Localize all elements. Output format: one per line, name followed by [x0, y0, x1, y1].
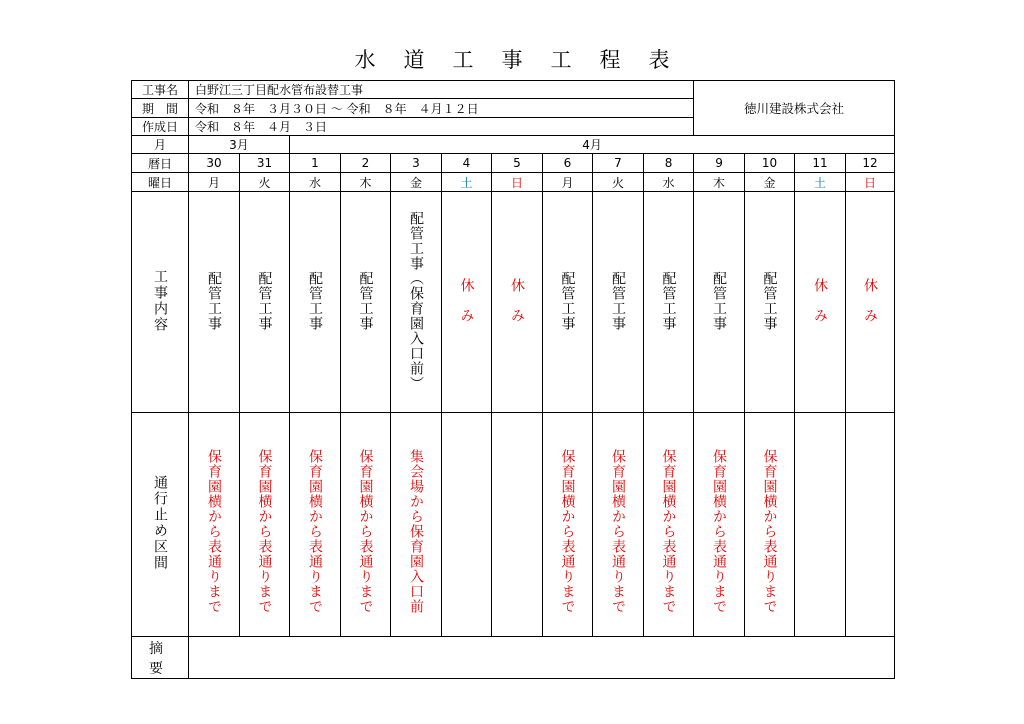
weekday-cell: 木	[341, 173, 391, 192]
weekday-cell: 水	[290, 173, 341, 192]
work-cell	[593, 192, 644, 413]
closure-label: 通行止め区間	[152, 475, 168, 571]
day-label: 暦日	[132, 154, 189, 173]
closure-cell	[644, 413, 694, 637]
closure-text: 保育園横から表通りまで	[761, 448, 778, 614]
work-cell	[644, 192, 694, 413]
schedule-table	[131, 80, 895, 679]
weekday-label: 曜日	[132, 173, 189, 192]
closure-text: 保育園横から表通りまで	[610, 448, 626, 614]
project-name: 白野江三丁目配水管布設替工事	[189, 81, 694, 99]
weekday-cell: 金	[391, 173, 442, 192]
work-text: 配管工事	[610, 270, 626, 331]
closure-cell	[543, 413, 593, 637]
created-date: 令和 ８年 ４月 ３日	[189, 118, 694, 136]
work-cell	[290, 192, 341, 413]
day-cell: 12	[846, 154, 895, 173]
weekday-cell: 土	[795, 173, 846, 192]
weekday-row	[132, 173, 895, 192]
day-cell: 30	[189, 154, 240, 173]
day-cell: 5	[492, 154, 543, 173]
work-text: 配管工事	[307, 270, 323, 331]
work-text: 配管工事	[711, 270, 728, 331]
day-cell: 31	[240, 154, 290, 173]
weekday-cell: 月	[189, 173, 240, 192]
closure-cell	[341, 413, 391, 637]
project-name-label: 工事名	[132, 81, 189, 99]
work-text: 配管工事	[559, 270, 576, 331]
month-cell: 4月	[290, 136, 895, 154]
work-cell	[189, 192, 240, 413]
closure-text: 保育園横から表通りまで	[357, 448, 374, 614]
work-label: 工事内容	[152, 268, 168, 333]
closure-cell	[795, 413, 846, 637]
work-text: 休 み	[812, 278, 829, 323]
weekday-cell: 月	[543, 173, 593, 192]
closure-cell	[240, 413, 290, 637]
work-cell	[442, 192, 492, 413]
day-cell: 7	[593, 154, 644, 173]
month-cell: 3月	[189, 136, 290, 154]
period-label: 期 間	[132, 99, 189, 118]
closure-cell	[593, 413, 644, 637]
closure-text: 保育園横から表通りまで	[660, 448, 677, 614]
weekday-cell: 火	[593, 173, 644, 192]
work-row	[132, 192, 895, 413]
page-title: 水道工事工程表	[354, 48, 698, 72]
closure-text: 保育園横から表通りまで	[711, 448, 728, 614]
closure-text: 保育園横から表通りまで	[559, 448, 576, 614]
closure-cell	[694, 413, 745, 637]
summary-value	[189, 637, 895, 679]
work-cell	[745, 192, 795, 413]
weekday-cell: 水	[644, 173, 694, 192]
closure-cell	[391, 413, 442, 637]
summary-row	[132, 637, 895, 679]
day-cell: 8	[644, 154, 694, 173]
day-cell: 2	[341, 154, 391, 173]
closure-cell	[189, 413, 240, 637]
company-name: 徳川建設株式会社	[694, 81, 895, 136]
work-cell	[492, 192, 543, 413]
period-value: 令和 ８年 ３月３０日 ～ 令和 ８年 ４月１２日	[189, 99, 694, 118]
closure-text: 保育園横から表通りまで	[307, 448, 323, 614]
summary-label: 摘 要	[132, 637, 189, 679]
work-text: 配管工事	[206, 270, 222, 331]
day-cell: 11	[795, 154, 846, 173]
day-cell: 1	[290, 154, 341, 173]
work-cell	[543, 192, 593, 413]
closure-row	[132, 413, 895, 637]
work-cell	[391, 192, 442, 413]
work-cell	[694, 192, 745, 413]
work-text: 配管工事（保育園入口前）	[408, 210, 424, 391]
work-label-cell	[132, 192, 189, 413]
closure-cell	[492, 413, 543, 637]
closure-cell	[846, 413, 895, 637]
closure-cell	[290, 413, 341, 637]
work-text: 休 み	[458, 278, 475, 323]
month-row	[132, 136, 895, 154]
closure-cell	[745, 413, 795, 637]
work-text: 配管工事	[660, 270, 677, 331]
work-text: 配管工事	[761, 270, 778, 331]
weekday-cell: 日	[846, 173, 895, 192]
weekday-cell: 日	[492, 173, 543, 192]
day-cell: 4	[442, 154, 492, 173]
day-cell: 3	[391, 154, 442, 173]
work-cell	[795, 192, 846, 413]
closure-text: 保育園横から表通りまで	[256, 448, 273, 614]
work-cell	[341, 192, 391, 413]
project-name-row	[132, 81, 895, 99]
month-label: 月	[132, 136, 189, 154]
closure-cell	[442, 413, 492, 637]
weekday-cell: 金	[745, 173, 795, 192]
work-text: 配管工事	[357, 270, 374, 331]
day-cell: 6	[543, 154, 593, 173]
weekday-cell: 火	[240, 173, 290, 192]
work-text: 休 み	[509, 278, 525, 323]
closure-text: 保育園横から表通りまで	[206, 448, 222, 614]
closure-text: 集会場から保育園入口前	[408, 448, 424, 614]
work-text: 休 み	[862, 278, 879, 323]
weekday-cell: 木	[694, 173, 745, 192]
weekday-cell: 土	[442, 173, 492, 192]
work-text: 配管工事	[256, 270, 273, 331]
created-label: 作成日	[132, 118, 189, 136]
work-cell	[240, 192, 290, 413]
day-cell: 10	[745, 154, 795, 173]
closure-label-cell	[132, 413, 189, 637]
day-cell: 9	[694, 154, 745, 173]
work-cell	[846, 192, 895, 413]
day-row	[132, 154, 895, 173]
